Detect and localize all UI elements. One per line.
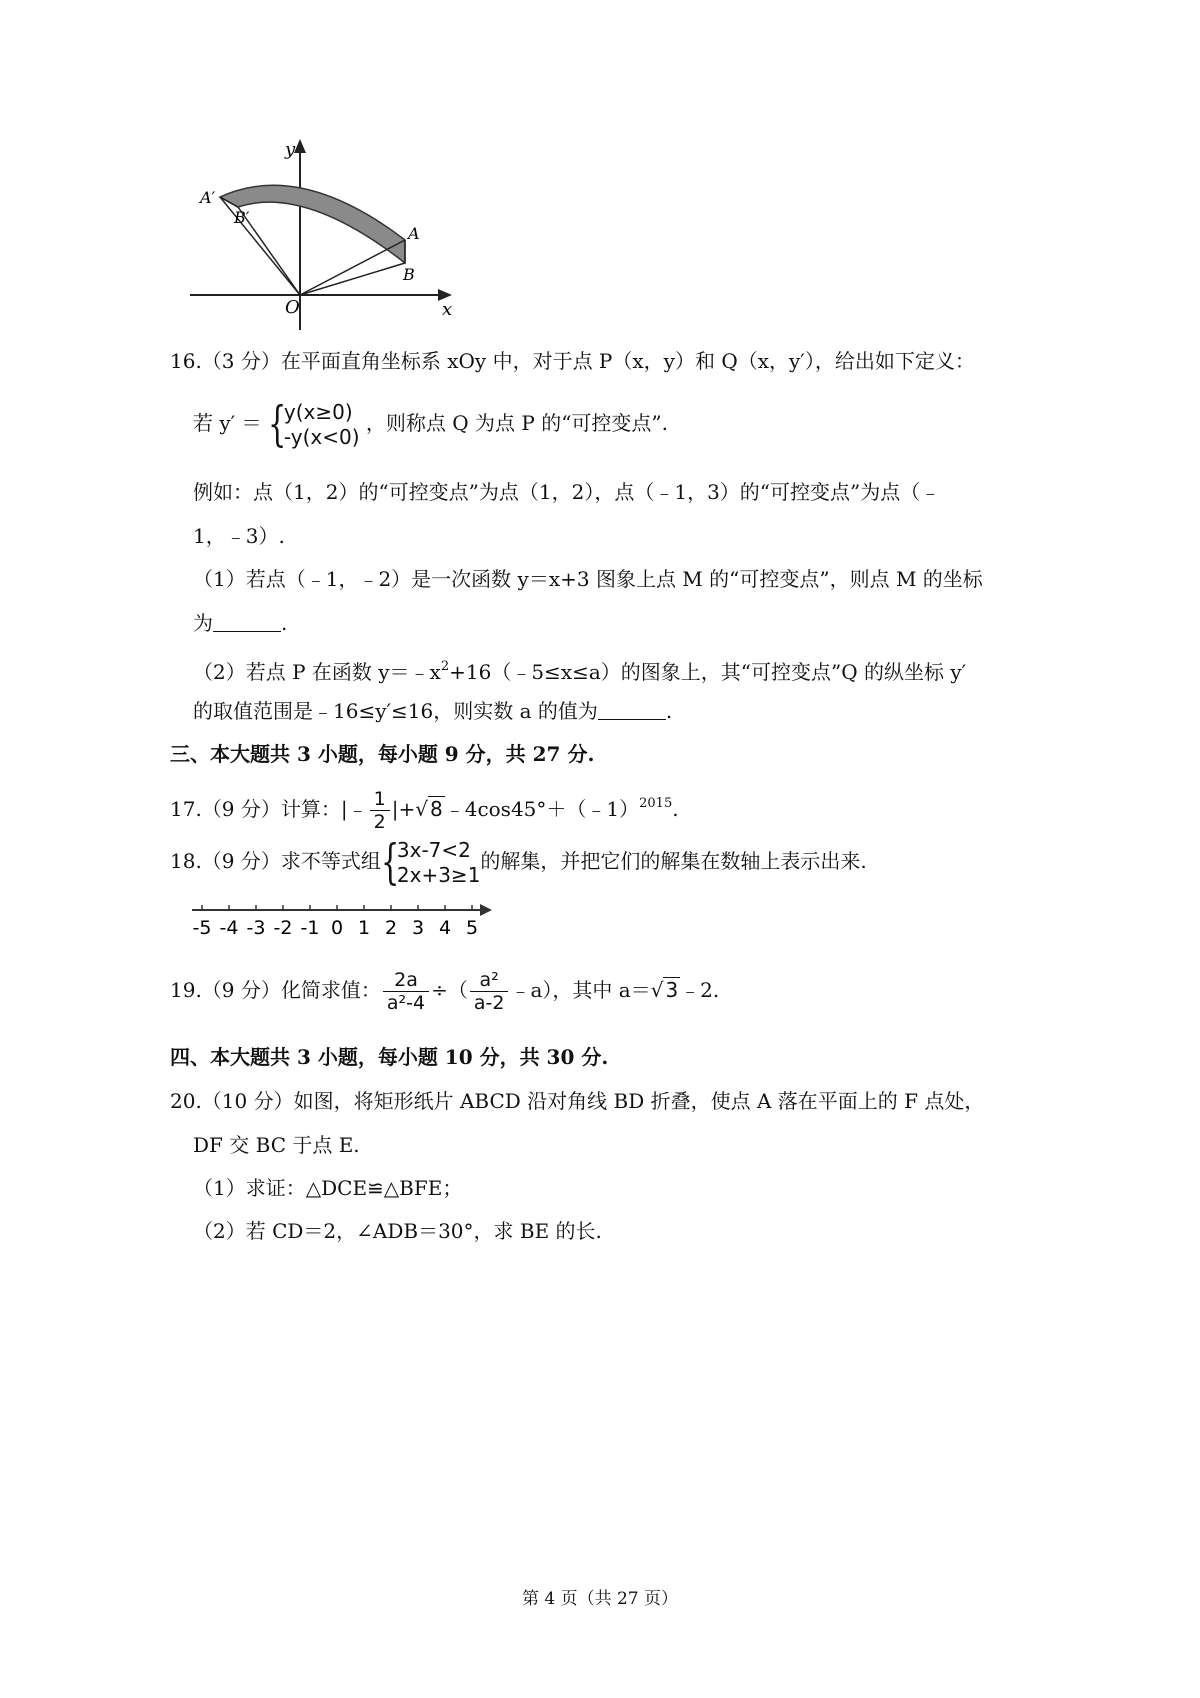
section3-heading: 三、本大题共 3 小题，每小题 9 分，共 27 分. <box>170 742 595 766</box>
number-line-tick-label: 3 <box>411 917 425 939</box>
q16-example-line2: 1，﹣3）. <box>193 524 285 548</box>
q19-fraction1 <box>383 969 429 1014</box>
q19-sqrt-value: 3 <box>665 978 679 1002</box>
q17-frac-num: 1 <box>370 788 390 811</box>
q17-suffix: ﹣4cos45°＋（﹣1） <box>444 797 640 821</box>
number-line-tick-label: -4 <box>219 917 239 939</box>
q17-prefix: 17.（9 分）计算：|﹣ <box>170 797 368 821</box>
q18-suffix: 的解集，并把它们的解集在数轴上表示出来. <box>480 849 867 873</box>
q17-sqrt: √ 8 <box>415 797 443 821</box>
number-line-tick-label: 2 <box>384 917 398 939</box>
point-b-prime-label: B′ <box>234 208 250 227</box>
q16-part2-a: （2）若点 P 在函数 y＝﹣x <box>193 660 441 684</box>
q19-frac2-num: a² <box>470 969 509 992</box>
point-a-label: A <box>408 224 420 243</box>
q16-def-suffix: ，则称点 Q 为点 P 的“可控变点”. <box>365 411 668 435</box>
q19-frac1-den: a²-4 <box>386 992 426 1014</box>
q19-mid: ﹣a），其中 a＝ <box>510 978 651 1002</box>
q18-ineq1: 3x-7<2 <box>396 837 471 862</box>
q16-part2-suffix: . <box>665 699 673 723</box>
q16-part1-prefix: 为 <box>193 611 213 635</box>
q16-part2-line2 <box>193 697 672 725</box>
q19-div: ÷（ <box>431 978 468 1002</box>
q16-part1-suffix: . <box>281 611 288 635</box>
arc-figure <box>190 135 480 335</box>
number-line-tick-label: 4 <box>438 917 452 939</box>
q19-prefix: 19.（9 分）化简求值： <box>170 978 381 1002</box>
q16-line1: 16.（3 分）在平面直角坐标系 xOy 中，对于点 P（x，y）和 Q（x，y′），给出如下定义： <box>170 349 975 373</box>
x-axis-label: x <box>442 299 453 320</box>
q19-suffix: ﹣2. <box>680 978 720 1002</box>
y-axis-label: y <box>285 139 296 160</box>
q18-ineq2: 2x+3≥1 <box>396 862 481 887</box>
q19-frac1-num: 2a <box>383 969 429 992</box>
q19-fraction2 <box>470 969 509 1014</box>
q17-frac-den: 2 <box>373 811 386 833</box>
page-footer: 第 4 页（共 27 页） <box>521 1589 679 1609</box>
number-line-tick-label: 0 <box>330 917 344 939</box>
number-line-tick-label: 1 <box>357 917 371 939</box>
q18 <box>170 835 867 888</box>
number-line-tick-label: -5 <box>192 917 212 939</box>
q19 <box>170 962 719 1018</box>
section4-heading: 四、本大题共 3 小题，每小题 10 分，共 30 分. <box>170 1045 609 1069</box>
q16-part2-b: +16（﹣5≤x≤a）的图象上，其“可控变点”Q 的纵坐标 y′ <box>449 660 967 684</box>
q16-part1-answer-blank[interactable] <box>213 611 281 632</box>
number-line-tick-label: -3 <box>246 917 266 939</box>
q17-fraction <box>370 788 390 833</box>
q16-example-line1: 例如：点（1，2）的“可控变点”为点（1，2），点（﹣1，3）的“可控变点”为点（﹣ <box>193 480 941 504</box>
q19-frac2-den: a-2 <box>473 992 505 1014</box>
number-line-tick-label: -1 <box>300 917 320 939</box>
number-line-tick-label: -2 <box>273 917 293 939</box>
q16-part1-line1: （1）若点（﹣1，﹣2）是一次函数 y＝x+3 图象上点 M 的“可控变点”，则点 M 的坐标 <box>193 567 983 591</box>
q16-part2-prefix: 的取值范围是﹣16≤y′≤16，则实数 a 的值为 <box>193 699 598 723</box>
point-b-label: B <box>403 265 415 284</box>
q19-sqrt: √ 3 <box>650 978 679 1002</box>
point-a-prime-label: A′ <box>200 188 216 207</box>
q16-part1-line2 <box>193 609 287 637</box>
q16-case2: -y(x<0) <box>283 424 360 449</box>
q17-sqrt-value: 8 <box>429 797 443 821</box>
q17-mid: |+ <box>391 797 416 821</box>
q16-part2-answer-blank[interactable] <box>598 699 666 720</box>
origin-label: O <box>285 297 300 318</box>
q20-line2: DF 交 BC 于点 E. <box>193 1133 360 1157</box>
q17-end: . <box>672 797 679 821</box>
q16-definition <box>193 395 668 452</box>
q18-system: { 3x-7<2 2x+3≥1 <box>380 833 481 890</box>
number-line <box>188 898 498 943</box>
q16-case1: y(x≥0) <box>283 399 353 424</box>
q16-def-prefix: 若 y′ ＝ <box>193 411 262 435</box>
q20-part2: （2）若 CD＝2，∠ADB＝30°，求 BE 的长. <box>193 1219 602 1243</box>
q16-part2-line1 <box>193 653 966 686</box>
number-line-tick-label: 5 <box>465 917 479 939</box>
q17 <box>170 780 679 833</box>
q20-line1: 20.（10 分）如图，将矩形纸片 ABCD 沿对角线 BD 折叠，使点 A 落在平面上的 F 点处， <box>170 1089 985 1113</box>
q16-piecewise: { y(x≥0) -y(x<0) <box>267 395 360 452</box>
q20-part1: （1）求证：△DCE≌△BFE； <box>193 1176 463 1200</box>
q16-part2-sup: 2 <box>440 659 450 674</box>
q18-prefix: 18.（9 分）求不等式组 <box>170 849 381 873</box>
q17-exp: 2015 <box>639 796 673 811</box>
